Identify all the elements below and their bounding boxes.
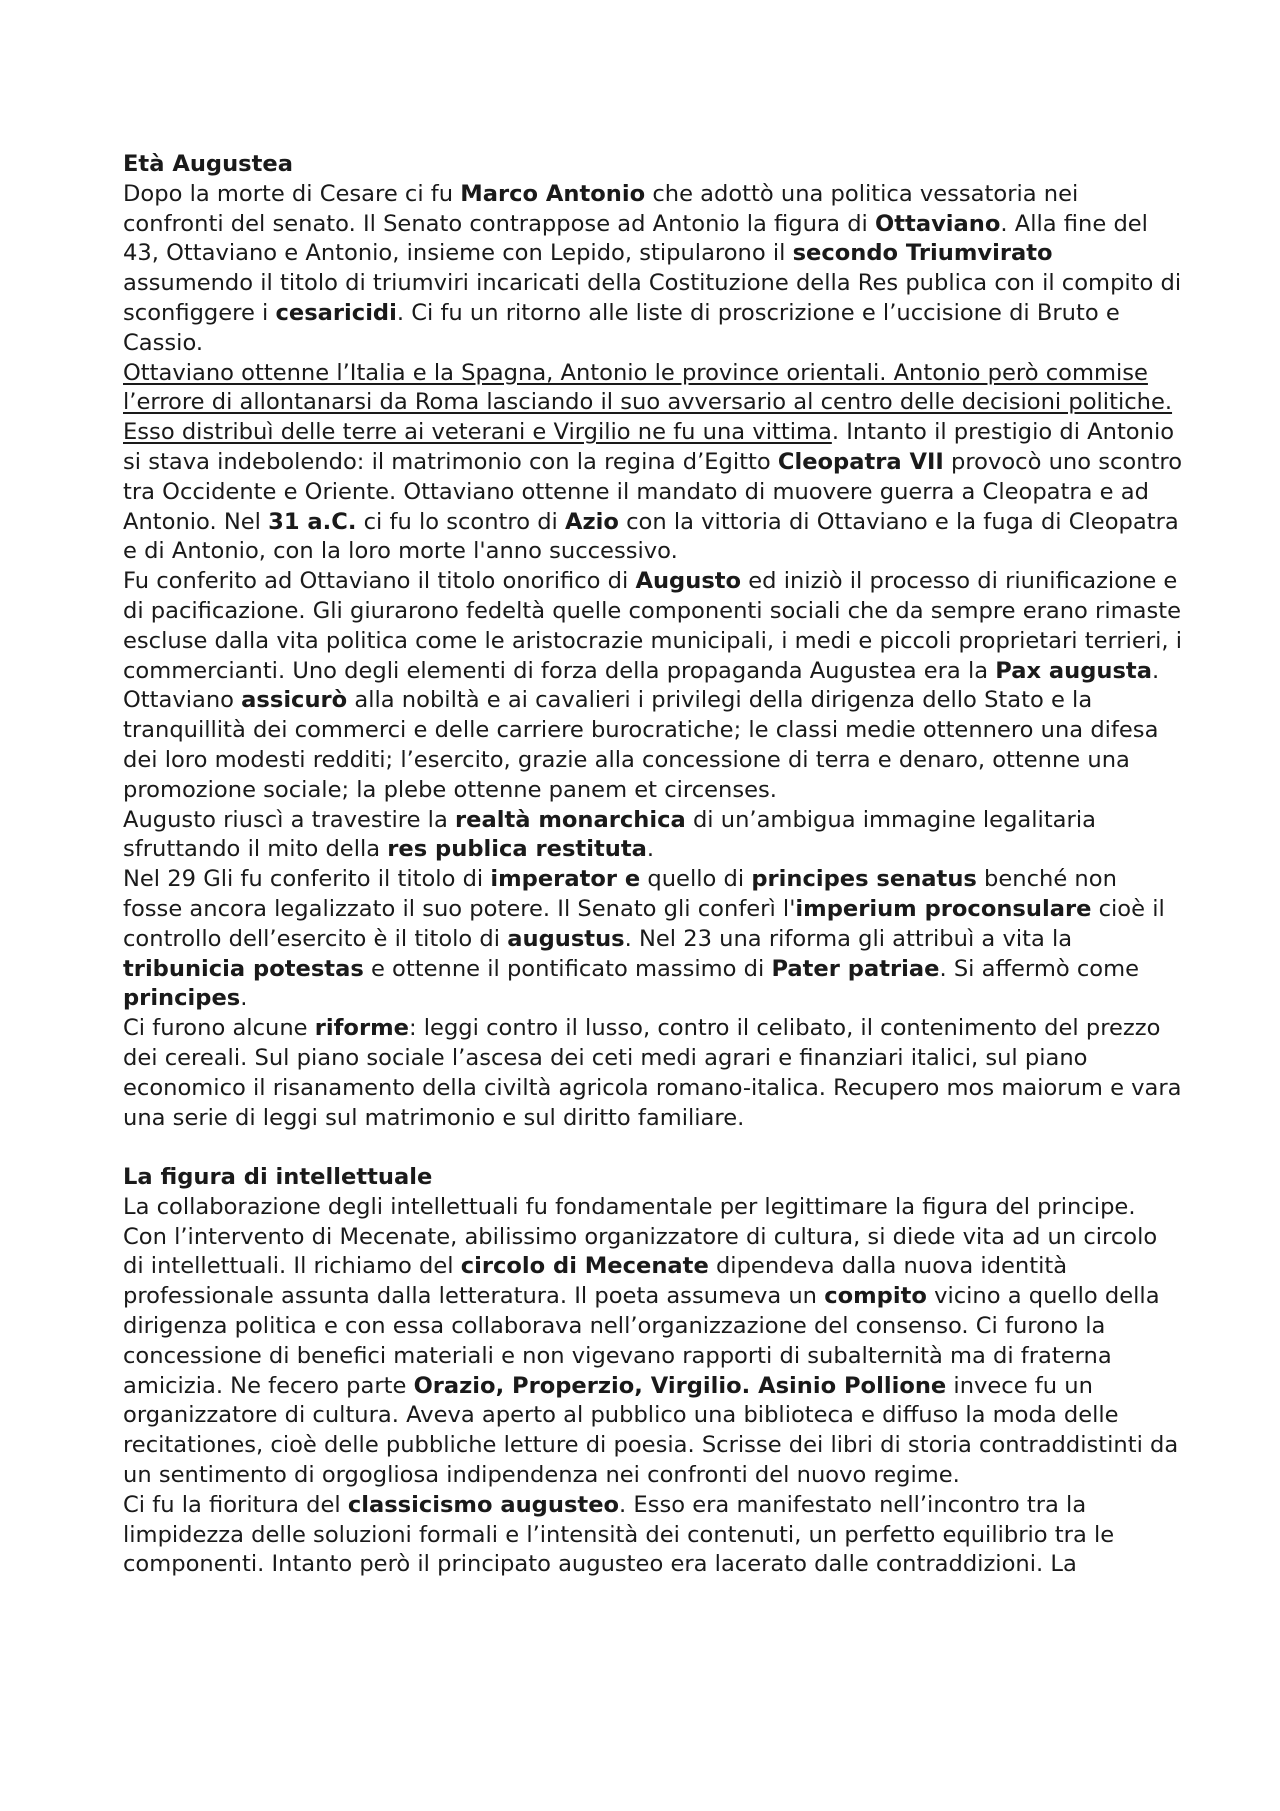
bold-text: circolo di Mecenate	[460, 1253, 709, 1280]
bold-text: compito	[824, 1283, 927, 1310]
text-run: vicino a quello della dirigenza politica e con essa collaborava nell’organizzazione del consenso. Ci furono la concessione di benefici materiali e non vigevano rapporti di subalternità ma di fraterna amicizia. Ne fecero parte	[123, 1283, 1160, 1399]
text-run: dipendeva dalla nuova identità professionale assunta dalla letteratura. Il poeta assumeva un	[123, 1253, 1068, 1310]
text-run: .	[240, 985, 248, 1012]
document-content	[123, 150, 1183, 1580]
bold-text: Cleopatra VII	[777, 448, 944, 475]
text-run: alla nobiltà e ai cavalieri i privilegi della dirigenza dello Stato e la tranquillità dei commerci e delle carriere burocratiche; le classi medie ottennero una difesa dei loro modesti redditi; l’esercito, grazie alla concessione di terra e denaro, ottenne una promozione sociale; la plebe ottenne panem et circenses.	[123, 687, 1159, 803]
section-title-eta-augustea: Età Augustea	[123, 151, 293, 177]
bold-text: Azio	[565, 508, 619, 535]
text-run: di un’ambigua immagine legalitaria sfruttando il mito della	[123, 806, 1096, 863]
text-run: . Intanto il prestigio di Antonio si stava indebolendo: il matrimonio con la regina d’Egitto	[123, 419, 1175, 475]
paragraph	[123, 1491, 1183, 1580]
paragraph	[123, 567, 1183, 686]
bold-text: Marco Antonio	[460, 180, 646, 207]
bold-text: principes	[123, 985, 241, 1012]
bold-text: Augusto	[635, 568, 742, 595]
paragraph	[123, 180, 1183, 359]
bold-text: Pater patriae	[771, 955, 940, 982]
text-run: Ci fu la fioritura del	[123, 1491, 348, 1518]
bold-text: secondo Triumvirato	[792, 240, 1053, 267]
bold-text: imperator e	[490, 866, 641, 893]
bold-text: classicismo augusteo	[347, 1491, 620, 1518]
bold-text: Pax augusta	[995, 657, 1152, 684]
bold-text: principes senatus	[751, 866, 977, 893]
text-run: e ottenne il pontificato massimo di	[363, 955, 772, 982]
text-run: : leggi contro il lusso, contro il celibato, il contenimento del prezzo dei cereali. Sul piano sociale l’ascesa dei ceti medi agrari e finanziari italici, sul piano economico il risanamento della civiltà agricola romano-italica. Recupero mos maiorum e vara una serie di leggi sul matrimonio e sul diritto familiare.	[123, 1015, 1182, 1131]
text-run: con la vittoria di Ottaviano e la fuga di Cleopatra e di Antonio, con la loro morte l'anno successivo.	[123, 508, 1179, 565]
text-run: cioè il controllo dell’esercito è il titolo di	[123, 895, 1165, 952]
paragraph	[123, 686, 1183, 805]
text-run: quello di	[640, 866, 752, 893]
text-run: Augusto riuscì a travestire la	[123, 806, 455, 833]
bold-text: assicurò	[241, 687, 348, 714]
text-run: provocò uno scontro tra Occidente e Oriente. Ottaviano ottenne il mandato di muovere guerra a Cleopatra e ad Antonio. Nel	[123, 448, 1183, 535]
text-run: .	[1151, 657, 1160, 684]
text-run: . Nel 23 una riforma gli attribuì a vita la	[624, 925, 1073, 952]
bold-text: 31 a.C.	[268, 508, 357, 535]
bold-text: realtà monarchica	[455, 806, 686, 833]
paragraph	[123, 865, 1183, 1014]
text-run: Fu conferito ad Ottaviano il titolo onorifico di	[123, 568, 636, 595]
bold-text: Orazio, Properzio, Virgilio. Asinio Pollione	[413, 1372, 947, 1399]
bold-text: Ottaviano	[875, 210, 1001, 237]
text-run: . Alla fine del 43, Ottaviano e Antonio, insieme con Lepido, stipularono il	[123, 210, 1148, 267]
text-run: Nel 29 Gli fu conferito il titolo di	[123, 866, 491, 893]
text-run: . Ci fu un ritorno alle liste di proscrizione e l’uccisione di Bruto e Cassio.	[123, 299, 1120, 356]
section-title-figura-intellettuale: La figura di intellettuale	[123, 1164, 433, 1191]
paragraph	[123, 1014, 1183, 1133]
paragraph	[123, 359, 1183, 568]
bold-text: cesaricidi	[275, 299, 397, 326]
text-run: Dopo la morte di Cesare ci fu	[123, 180, 461, 207]
text-run: La collaborazione degli intellettuali fu fondamentale per legittimare la figura del principe. Con l’intervento di Mecenate, abilissimo organizzatore di cultura, si diede vita ad un circolo di intellettuali. Il richiamo del	[123, 1193, 1158, 1280]
text-run: ci fu lo scontro di	[356, 508, 566, 535]
bold-text: tribunicia potestas	[123, 955, 364, 982]
text-run: Ci furono alcune	[123, 1015, 315, 1042]
section-spacer	[123, 1133, 1183, 1163]
text-run: . Si affermò come	[939, 955, 1139, 982]
text-run: Ottaviano	[123, 687, 242, 714]
paragraph	[123, 806, 1183, 866]
text-run: che adottò una politica vessatoria nei confronti del senato. Il Senato contrappose ad Antonio la figura di	[123, 180, 1079, 237]
text-run: invece fu un organizzatore di cultura. Aveva aperto al pubblico una biblioteca e diffuso la moda delle recitationes, cioè delle pubbliche letture di poesia. Scrisse dei libri di storia contraddistinti da un sentimento di orgogliosa indipendenza nei confronti del nuovo regime.	[123, 1372, 1179, 1489]
text-run: benché non fosse ancora legalizzato il suo potere. Il Senato gli conferì l'	[123, 866, 1117, 922]
text-run: assumendo il titolo di triumviri incaricati della Costituzione della Res publica con il compito di sconfiggere i	[123, 270, 1182, 326]
bold-text: augustus	[507, 925, 625, 952]
underlined-text: Ottaviano ottenne l’Italia e la Spagna, Antonio le province orientali. Antonio però commise l’errore di allontanarsi da Roma lasciando il suo avversario al centro delle decisioni politiche. Esso distribuì delle terre ai veterani e Virgilio ne fu una vittima	[123, 359, 1173, 446]
text-run: .	[646, 836, 655, 863]
text-run: . Esso era manifestato nell’incontro tra la limpidezza delle soluzioni formali e l’intensità dei contenuti, un perfetto equilibrio tra le componenti. Intanto però il principato augusteo era lacerato dalle contraddizioni. La	[123, 1491, 1115, 1578]
bold-text: res publica restituta	[387, 836, 647, 863]
bold-text: imperium proconsulare	[795, 895, 1092, 922]
bold-text: riforme	[314, 1015, 409, 1042]
paragraph	[123, 1193, 1183, 1491]
text-run: ed iniziò il processo di riunificazione e di pacificazione. Gli giurarono fedeltà quelle componenti sociali che da sempre erano rimaste escluse dalla vita politica come le aristocrazie municipali, i medi e piccoli proprietari terrieri, i commercianti. Uno degli elementi di forza della propaganda Augustea era la	[123, 568, 1183, 684]
